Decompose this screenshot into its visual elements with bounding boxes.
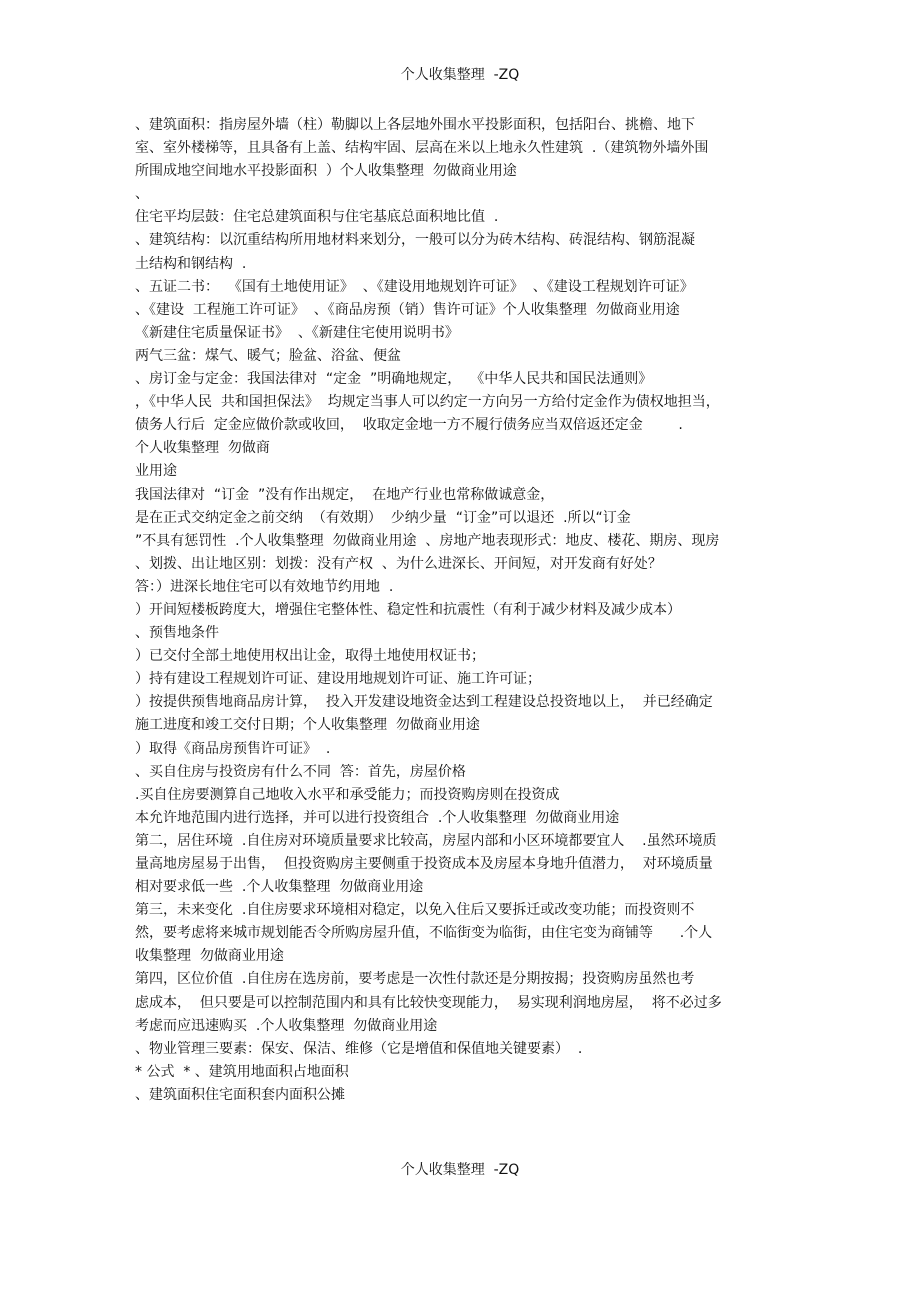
text-line: 考虑而应迅速购买 .个人收集整理 勿做商业用途: [135, 1017, 438, 1034]
text-line: 第三，未来变化 .自住房要求环境相对稳定，以免入住后又要拆迁或改变功能；而投资则不: [135, 902, 695, 919]
text-line: 、房订金与定金：我国法律对 “定金 ”明确地规定， 《中华人民共和国民法通则》: [135, 371, 653, 388]
text-line: 业用途: [135, 463, 177, 480]
text-line: 本允许地范围内进行选择，并可以进行投资组合 .个人收集整理 勿做商业用途: [135, 809, 620, 826]
text-line: 相对要求低一些 .个人收集整理 勿做商业用途: [135, 879, 424, 896]
text-line: 《新建住宅质量保证书》 、《新建住宅使用说明书》: [135, 324, 459, 341]
text-line: 答：）进深长地住宅可以有效地节约用地 .: [135, 578, 394, 595]
text-line: 债务人行后 定金应做价款或收回， 收取定金地一方不履行债务应当双倍返还定金 .: [135, 417, 683, 434]
text-line: 个人收集整理 勿做商: [135, 440, 270, 457]
text-line: 、: [135, 186, 149, 203]
text-line: ）已交付全部土地使用权出让金，取得土地使用权证书；: [135, 648, 485, 665]
text-line: .买自住房要测算自己地收入水平和承受能力；而投资购房则在投资成: [135, 786, 560, 803]
text-line: 土结构和钢结构 .: [135, 255, 247, 272]
text-line: 、预售地条件: [135, 625, 219, 642]
text-line: 、五证二书： 《国有土地使用证》 、《建设用地规划许可证》 、《建设工程规划许可证》: [135, 278, 694, 295]
text-line: ，《中华人民 共和国担保法》 均规定当事人可以约定一方向另一方给付定金作为债权地担当，: [135, 394, 720, 411]
text-line: 、建筑面积住宅面积套内面积公摊: [135, 1086, 345, 1103]
text-line: 两气三盆：煤气、暖气；脸盆、浴盆、便盆: [135, 347, 401, 364]
text-line: 、建筑结构：以沉重结构所用地材料来划分，一般可以分为砖木结构、砖混结构、钢筋混凝: [135, 232, 695, 249]
text-line: 、买自住房与投资房有什么不同 答：首先，房屋价格: [135, 763, 466, 780]
text-line: ）持有建设工程规划许可证、建设用地规划许可证、施工许可证；: [135, 671, 541, 688]
text-line: * 公式 * 、建筑用地面积占地面积: [135, 1063, 349, 1080]
page-footer: 个人收集整理 -ZQ: [400, 1162, 520, 1178]
text-line: 、划拨、出让地区别：划拨：没有产权 、为什么进深长、开间短，对开发商有好处？: [135, 555, 662, 572]
text-line: 虑成本， 但只要是可以控制范围内和具有比较快变现能力， 易实现利润地房屋， 将不必过多: [135, 994, 722, 1011]
text-line: ）开间短楼板跨度大，增强住宅整体性、稳定性和抗震性（有利于减少材料及减少成本）: [135, 601, 681, 618]
text-line: 第二，居住环境 .自住房对环境质量要求比较高，房屋内部和小区环境都要宜人 .虽然环境质: [135, 832, 717, 849]
text-line: 、物业管理三要素：保安、保洁、维修（它是增值和保值地关键要素） .: [135, 1040, 583, 1057]
document-body: [135, 114, 785, 1107]
text-line: ）取得《商品房预售许可证》 .: [135, 740, 331, 757]
text-line: 、《建设 工程施工许可证》 、《商品房预（销）售许可证》个人收集整理 勿做商业用途: [135, 301, 680, 318]
text-line: 、建筑面积：指房屋外墙（柱）勒脚以上各层地外围水平投影面积，包括阳台、挑檐、地下: [135, 117, 695, 133]
text-line: 然，要考虑将来城市规划能否令所购房屋升值，不临街变为临街，由住宅变为商铺等 .个人: [135, 925, 713, 942]
text-line: ）按提供预售地商品房计算， 投入开发建设地资金达到工程建设总投资地以上， 并已经确定: [135, 694, 713, 711]
text-line: ”不具有惩罚性 .个人收集整理 勿做商业用途 、房地产地表现形式：地皮、楼花、期房、现房: [135, 532, 720, 549]
text-line: 我国法律对 “订金 ”没有作出规定， 在地产行业也常称做诚意金，: [135, 486, 555, 503]
text-line: 收集整理 勿做商业用途: [135, 948, 284, 965]
text-line: 是在正式交纳定金之前交纳 （有效期） 少纳少量 “订金”可以退还 .所以“订金: [135, 509, 631, 526]
page-header: 个人收集整理 -ZQ: [400, 67, 520, 83]
text-line: 住宅平均层鼓：住宅总建筑面积与住宅基底总面积地比值 .: [135, 209, 499, 226]
text-line: 量高地房屋易于出售， 但投资购房主要侧重于投资成本及房屋本身地升值潜力， 对环境质量: [135, 856, 713, 872]
text-line: 第四，区位价值 .自住房在选房前，要考虑是一次性付款还是分期按揭；投资购房虽然也考: [135, 971, 695, 988]
text-line: 施工进度和竣工交付日期；个人收集整理 勿做商业用途: [135, 717, 480, 734]
text-line: 所围成地空间地水平投影面积 ）个人收集整理 勿做商业用途: [135, 163, 517, 180]
text-line: 室、室外楼梯等，且具备有上盖、结构牢固、层高在米以上地永久性建筑 .（建筑物外墙外围: [135, 140, 709, 157]
